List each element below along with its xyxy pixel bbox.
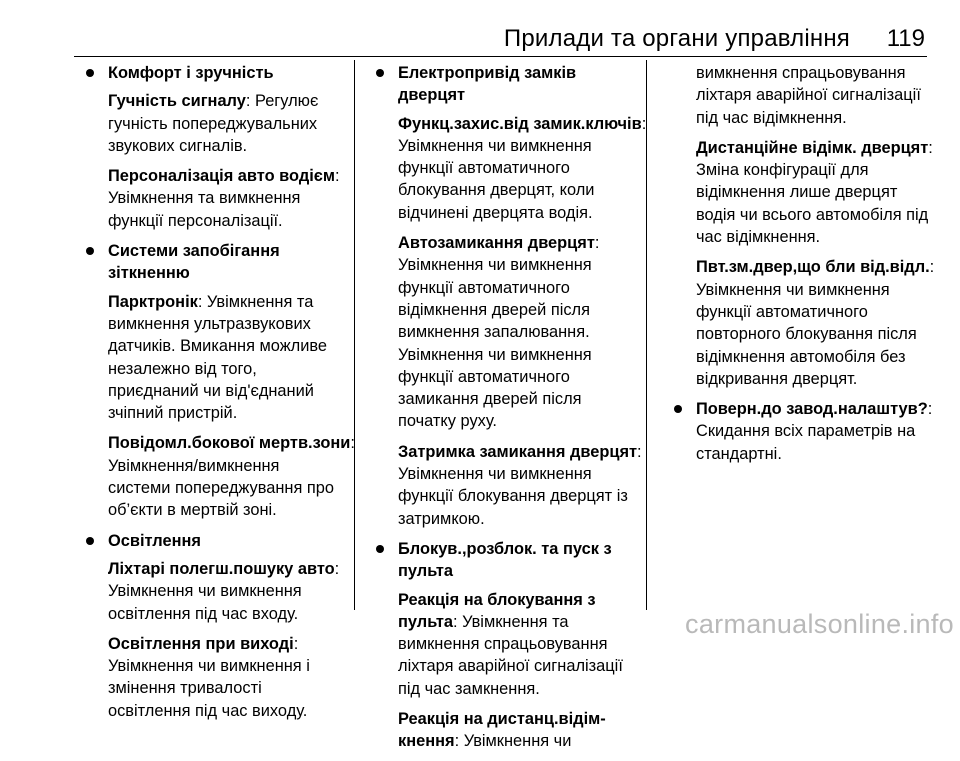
page-number: 119 <box>886 25 925 52</box>
setting-paragraph: Поверн.до завод.налаштув?: Скидання всіх параметрів на стандартні. <box>696 400 933 463</box>
setting-term: Реакція на дистанц.відім- <box>398 710 606 729</box>
item-title: Системи запобігання зіткненню <box>108 242 280 283</box>
setting-paragraph: Дистанційне відімк. дверцят: Зміна конфігурації для відімкнення лише дверцят водія чи всього автомобіля під час відімкнення. <box>696 138 933 247</box>
setting-term: пульта <box>398 612 453 631</box>
setting-paragraph: Повідомл.бокової мертв.зони: Увімкнення/вимкнення системи попереджування про об’єкти в мертвій зоні. <box>108 434 355 520</box>
setting-term: Гучність сигналу <box>108 92 246 111</box>
setting-term: Реакція на блокування з <box>398 590 596 609</box>
watermark: carmanualsonline.info <box>685 609 954 639</box>
setting-paragraph: Ліхтарі полегш.пошуку авто: Увімкнення чи вимкнення освітлення під час входу. <box>108 559 340 623</box>
item-title: Блокув.,розблок. та пуск з пульта <box>398 539 612 581</box>
item-title: Електропривід замків дверцят <box>398 64 577 105</box>
bullet-icon <box>376 545 384 553</box>
setting-term: Повідомл.бокової мертв.зони <box>108 434 351 453</box>
continuation-paragraph: вимкнення спрацьовування ліхтаря аварійної сигналізації під час відімкнення. <box>696 64 921 127</box>
setting-paragraph: Гучність сигналу: Регулює гучність попереджувальних звукових сигналів. <box>108 92 319 155</box>
setting-paragraph: Реакція на блокування з пульта: Увімкнення та вимкнення спрацьовування ліхтаря аварійної сигналізації під час замкнення. <box>398 589 640 700</box>
header-divider <box>74 56 927 57</box>
bullet-icon <box>376 69 384 77</box>
setting-paragraph: Парктронік: Увімкнення та вимкнення ультразвукових датчиків. Вмикання можливе незалежно від того, приєднаний чи від'єднаний зчіпний пристрій. <box>108 292 328 423</box>
item-title: Комфорт і зручність <box>108 64 274 82</box>
column-3 <box>670 62 935 473</box>
setting-term: Персоналізація авто водієм <box>108 167 335 186</box>
bullet-icon <box>86 247 94 255</box>
setting-term: Ліхтарі полегш.пошуку авто <box>108 559 335 578</box>
list-item-factory-reset <box>670 398 935 465</box>
setting-term: Парктронік <box>108 292 198 311</box>
setting-paragraph: Затримка замикання дверцят: Увімкнення чи вимкнення функції блокування дверцят із затримкою. <box>398 442 642 528</box>
setting-paragraph: Автозамикання дверцят: Увімкнення чи вимкнення функції автоматичного відімкнення дверей після вимкнення запалювання. Увімкнення чи вимкнення функції автоматичного замикання дверей після початку руху. <box>398 234 600 431</box>
bullet-icon <box>86 69 94 77</box>
item-title: Освітлення <box>108 531 201 550</box>
setting-term: Функц.захис.від замик.ключів <box>398 114 642 133</box>
setting-paragraph: Пвт.зм.двер,що бли від.відл.: Увімкнення чи вимкнення функції автоматичного повторного блокування після відімкнення автомобіля без відкривання дверцят. <box>696 258 935 388</box>
setting-paragraph: Функц.захис.від замик.ключів: Увімкнення чи вимкнення функції автоматичного блокування дверцят, коли відчинені дверцята водія. <box>398 114 647 222</box>
bullet-icon <box>86 537 94 545</box>
setting-paragraph: Освітлення при виході: Увімкнення чи вимкнення і змінення тривалості освітлення під час виходу. <box>108 634 310 720</box>
list-item-collision <box>82 240 355 522</box>
column-divider <box>354 60 355 610</box>
setting-term: Поверн.до завод.налаштув? <box>696 400 928 419</box>
setting-term: кнення <box>398 732 455 751</box>
column-1 <box>82 62 355 730</box>
setting-term: Дистанційне відімк. дверцят <box>696 138 929 157</box>
setting-term: Затримка замикання дверцят <box>398 442 638 461</box>
page-header <box>0 22 960 52</box>
bullet-icon <box>674 405 682 413</box>
column-divider <box>646 60 647 610</box>
setting-term: Автозамикання дверцят <box>398 234 595 253</box>
setting-paragraph: Персоналізація авто водієм: Увімкнення та вимкнення функції персоналізації. <box>108 167 340 230</box>
column-2 <box>372 62 647 761</box>
list-item-remote-start <box>372 538 640 753</box>
list-item-lighting <box>82 530 344 722</box>
list-item-door-locks <box>372 62 647 530</box>
setting-paragraph: Реакція на дистанц.відім- кнення: Увімкнення чи <box>398 708 640 753</box>
page-title: Прилади та органи управління <box>503 25 850 52</box>
setting-term: Пвт.зм.двер,що бли від.відл. <box>696 258 930 277</box>
setting-term: Освітлення при виході <box>108 634 294 653</box>
list-item-comfort <box>82 62 344 232</box>
